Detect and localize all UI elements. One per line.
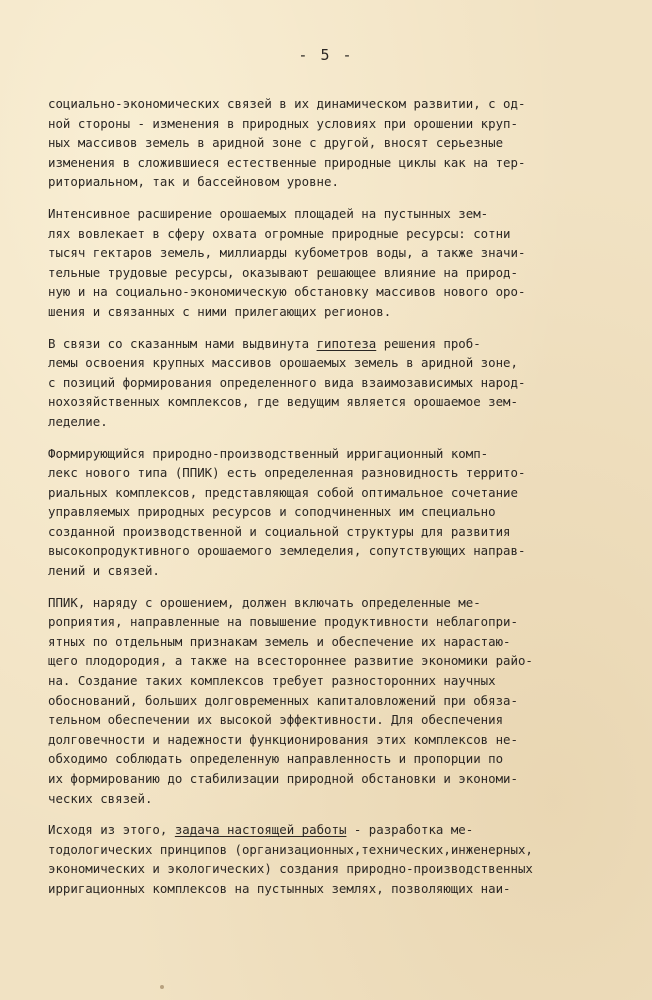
text-line: В связи со сказанным нами выдвинута гипотеза решения проб-	[48, 335, 481, 351]
text-line: ной стороны - изменения в природных условиях при орошении круп-	[48, 115, 518, 131]
text-line: леделие.	[48, 413, 108, 429]
text-line: шения и связанных с ними прилегающих регионов.	[48, 303, 392, 319]
paragraph	[48, 820, 608, 898]
text-line: лений и связей.	[48, 563, 160, 579]
text-line: тельные трудовые ресурсы, оказывают решающее влияние на природ-	[48, 264, 518, 280]
text-line: созданной производственной и социальной структуры для развития	[48, 523, 511, 539]
text-line: риториальном, так и бассейновом уровне.	[48, 174, 339, 190]
text-line: ППИК, наряду с орошением, должен включать определенные ме-	[48, 594, 481, 610]
text-line: тельном обеспечении их высокой эффективности. Для обеспечения	[48, 712, 504, 728]
text-line: роприятия, направленные на повышение продуктивности неблагопри-	[48, 614, 518, 630]
text-line: Формирующийся природно-производственный ирригационный комп-	[48, 445, 489, 461]
document-body	[48, 94, 608, 899]
text-line: ных массивов земель в аридной зоне с другой, вносят серьезные	[48, 135, 504, 151]
text-line: экономических и экологических) создания природно-производственных	[48, 861, 533, 877]
text-line: социально-экономических связей в их динамическом развитии, с од-	[48, 96, 526, 111]
text-line: тодологических принципов (организационных,технических,инженерных,	[48, 841, 533, 857]
text-line: долговечности и надежности функционирования этих комплексов не-	[48, 731, 518, 747]
paragraph	[48, 593, 608, 809]
page-number: - 5 -	[298, 46, 354, 64]
paper-speck	[160, 985, 164, 989]
text-line: изменения в сложившиеся естественные природные циклы как на тер-	[48, 154, 526, 170]
text-line: обоснований, больших долговременных капиталовложений при обяза-	[48, 692, 518, 708]
text-line: Исходя из этого, задача настоящей работы - разработка ме-	[48, 822, 474, 838]
text-line: нохозяйственных комплексов, где ведущим является орошаемое зем-	[48, 394, 518, 410]
text-line: Интенсивное расширение орошаемых площадей на пустынных зем-	[48, 205, 489, 221]
text-line: лемы освоения крупных массивов орошаемых земель в аридной зоне,	[48, 355, 518, 371]
text-line: с позиций формирования определенного вида взаимозависимых народ-	[48, 374, 526, 390]
text-line: лях вовлекает в сферу охвата огромные природные ресурсы: сотни	[48, 225, 511, 241]
text-line: ческих связей.	[48, 790, 153, 806]
text-line: управляемых природных ресурсов и соподчиненных им специально	[48, 504, 496, 520]
text-line: лекс нового типа (ППИК) есть определенная разновидность террито-	[48, 465, 526, 481]
text-line: обходимо соблюдать определенную направленность и пропорции по	[48, 751, 504, 767]
text-line: их формированию до стабилизации природной обстановки и экономи-	[48, 771, 518, 786]
text-line: риальных комплексов, представляющая собой оптимальное сочетание	[48, 484, 518, 500]
text-line: ирригационных комплексов на пустынных землях, позволяющих наи-	[48, 880, 511, 896]
paragraph	[48, 204, 608, 322]
text-line: тысяч гектаров земель, миллиарды кубометров воды, а также значи-	[48, 245, 526, 261]
text-line: на. Создание таких комплексов требует разносторонних научных	[48, 673, 496, 689]
paragraph	[48, 334, 608, 432]
text-line: ятных по отдельным признакам земель и обеспечение их нарастаю-	[48, 633, 511, 649]
text-line: высокопродуктивного орошаемого земледелия, сопутствующих направ-	[48, 543, 526, 559]
text-line: ную и на социально-экономическую обстановку массивов нового оро-	[48, 284, 526, 300]
paragraph	[48, 94, 608, 192]
paragraph	[48, 444, 608, 581]
text-line: щего плодородия, а также на всестороннее развитие экономики райо-	[48, 653, 533, 669]
